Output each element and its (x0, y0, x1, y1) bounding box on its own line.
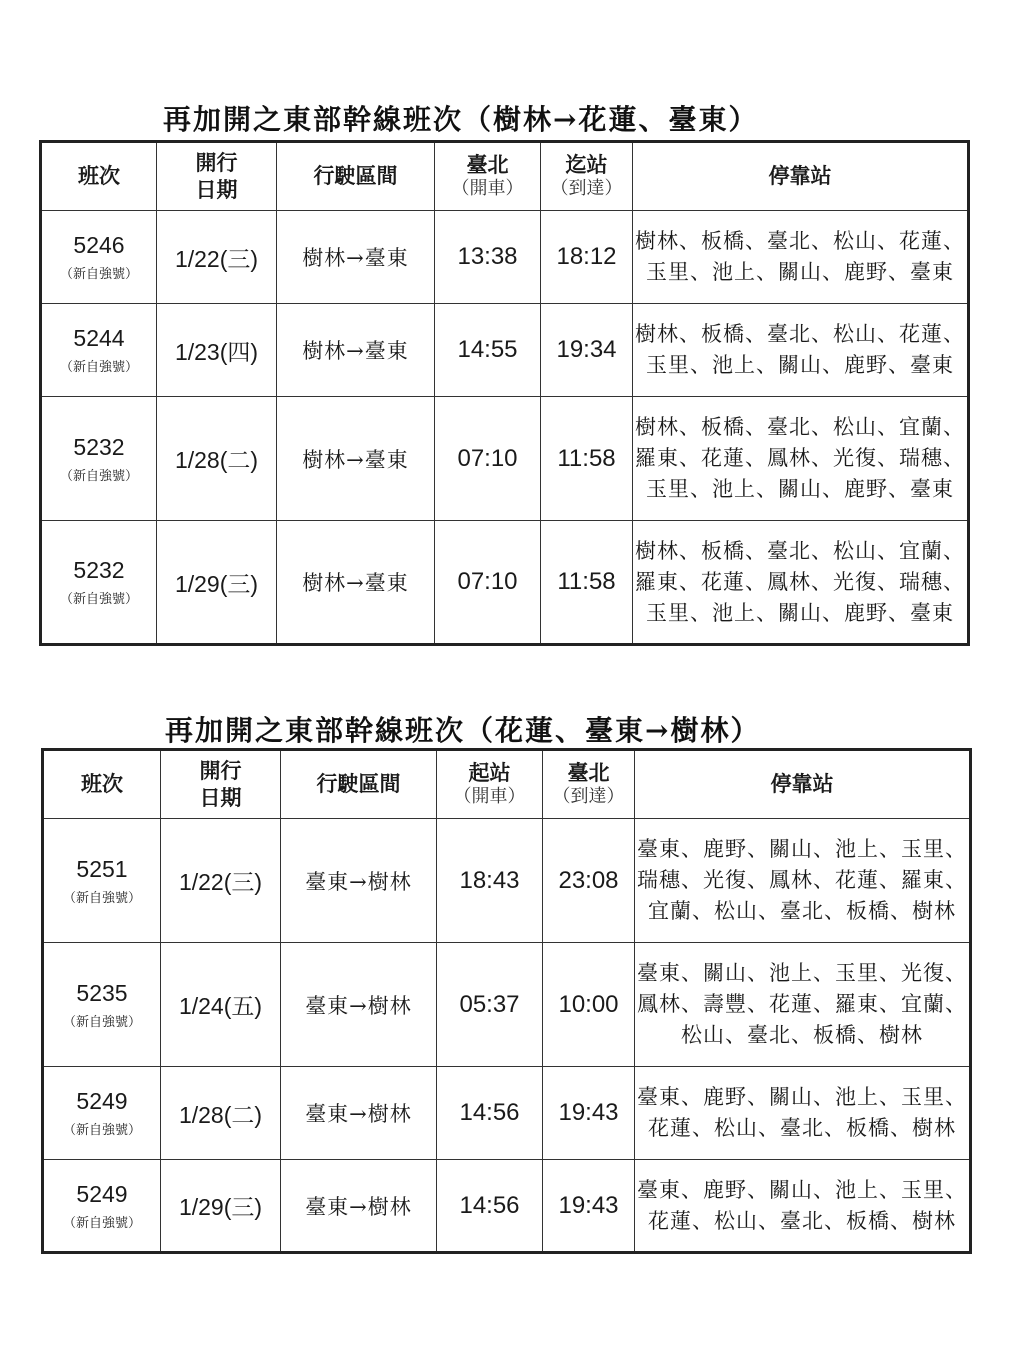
train-number: 5251 (76, 855, 128, 882)
table-row (43, 1160, 971, 1253)
stops-cell: 臺東、關山、池上、玉里、光復、鳳林、壽豐、花蓮、羅東、宜蘭、松山、臺北、板橋、樹林 (635, 943, 971, 1067)
date-cell: 1/23(四) (157, 304, 277, 397)
train-number: 5249 (76, 1088, 128, 1114)
section-title-westbound: 再加開之東部幹線班次（花蓮、臺東→樹林） (165, 714, 761, 747)
train-cell (41, 304, 157, 397)
header-date-line2: 日期 (195, 176, 238, 202)
route-cell: 樹林→臺東 (277, 211, 435, 304)
header-arrival-line1: 臺北 (567, 760, 610, 786)
train-type-note: （新自強號） (59, 592, 138, 607)
route-cell: 臺東→樹林 (281, 1160, 437, 1253)
header-arrival-line2: （到達） (552, 786, 625, 808)
arrival-time-cell: 23:08 (543, 819, 635, 943)
train-cell (43, 819, 161, 943)
route-cell: 樹林→臺東 (277, 304, 435, 397)
stops-cell: 樹林、板橋、臺北、松山、宜蘭、羅東、花蓮、鳳林、光復、瑞穗、玉里、池上、關山、鹿野、臺東 (633, 521, 969, 645)
header-route: 行駛區間 (277, 142, 435, 211)
date-cell: 1/28(二) (157, 397, 277, 521)
table-row (41, 211, 969, 304)
departure-time-cell: 14:56 (437, 1067, 543, 1160)
header-date-line1: 開行 (195, 150, 238, 176)
table-header-row (41, 142, 969, 211)
arrival-time-cell: 19:43 (543, 1160, 635, 1253)
train-number: 5235 (76, 979, 128, 1006)
header-arrival (541, 142, 633, 211)
train-cell (41, 211, 157, 304)
header-departure (435, 142, 541, 211)
header-arrival-line2: （到達） (550, 178, 623, 200)
header-date (157, 142, 277, 211)
route-cell: 樹林→臺東 (277, 521, 435, 645)
table-row (41, 397, 969, 521)
header-departure-line1: 起站 (468, 760, 511, 786)
train-type-note: （新自強號） (62, 890, 141, 906)
header-departure-line2: （開車） (453, 786, 526, 808)
date-cell: 1/29(三) (161, 1160, 281, 1253)
stops-cell: 樹林、板橋、臺北、松山、花蓮、玉里、池上、關山、鹿野、臺東 (633, 304, 969, 397)
header-date-line1: 開行 (199, 758, 242, 784)
stops-cell: 臺東、鹿野、關山、池上、玉里、花蓮、松山、臺北、板橋、樹林 (635, 1160, 971, 1253)
train-type-note: （新自強號） (62, 1123, 141, 1138)
schedule-table-westbound (41, 748, 972, 1254)
train-type-note: （新自強號） (59, 267, 138, 282)
train-type-note: （新自強號） (62, 1014, 141, 1030)
arrival-time-cell: 10:00 (543, 943, 635, 1067)
departure-time-cell: 13:38 (435, 211, 541, 304)
train-type-note: （新自強號） (59, 468, 138, 484)
stops-cell: 樹林、板橋、臺北、松山、宜蘭、羅東、花蓮、鳳林、光復、瑞穗、玉里、池上、關山、鹿野、臺東 (633, 397, 969, 521)
train-cell (43, 943, 161, 1067)
header-stops: 停靠站 (635, 750, 971, 819)
header-departure-line1: 臺北 (466, 152, 509, 178)
header-route: 行駛區間 (281, 750, 437, 819)
train-cell (43, 1067, 161, 1160)
train-number: 5246 (73, 232, 125, 258)
route-cell: 臺東→樹林 (281, 943, 437, 1067)
table-row (41, 304, 969, 397)
header-date-line2: 日期 (199, 784, 242, 810)
train-type-note: （新自強號） (59, 360, 138, 375)
departure-time-cell: 07:10 (435, 397, 541, 521)
train-number: 5249 (76, 1180, 128, 1207)
route-cell: 臺東→樹林 (281, 819, 437, 943)
train-number: 5232 (73, 433, 125, 460)
header-arrival-line1: 迄站 (565, 152, 608, 178)
table-row (43, 1067, 971, 1160)
date-cell: 1/28(二) (161, 1067, 281, 1160)
table-row (43, 943, 971, 1067)
train-cell (43, 1160, 161, 1253)
stops-cell: 臺東、鹿野、關山、池上、玉里、瑞穗、光復、鳳林、花蓮、羅東、宜蘭、松山、臺北、板橋、樹林 (635, 819, 971, 943)
route-cell: 臺東→樹林 (281, 1067, 437, 1160)
header-arrival (543, 750, 635, 819)
departure-time-cell: 05:37 (437, 943, 543, 1067)
arrival-time-cell: 18:12 (541, 211, 633, 304)
stops-cell: 臺東、鹿野、關山、池上、玉里、花蓮、松山、臺北、板橋、樹林 (635, 1067, 971, 1160)
departure-time-cell: 14:56 (437, 1160, 543, 1253)
header-stops: 停靠站 (633, 142, 969, 211)
departure-time-cell: 14:55 (435, 304, 541, 397)
header-train: 班次 (41, 142, 157, 211)
train-type-note: （新自強號） (62, 1215, 141, 1231)
train-number: 5232 (73, 557, 125, 583)
arrival-time-cell: 11:58 (541, 521, 633, 645)
departure-time-cell: 18:43 (437, 819, 543, 943)
section-title-eastbound: 再加開之東部幹線班次（樹林→花蓮、臺東） (163, 103, 759, 136)
schedule-table-eastbound (39, 140, 970, 646)
header-departure-line2: （開車） (451, 178, 524, 200)
train-cell (41, 397, 157, 521)
arrival-time-cell: 11:58 (541, 397, 633, 521)
header-date (161, 750, 281, 819)
date-cell: 1/22(三) (157, 211, 277, 304)
table-row (43, 819, 971, 943)
table-row (41, 521, 969, 645)
route-cell: 樹林→臺東 (277, 397, 435, 521)
stops-cell: 樹林、板橋、臺北、松山、花蓮、玉里、池上、關山、鹿野、臺東 (633, 211, 969, 304)
date-cell: 1/24(五) (161, 943, 281, 1067)
departure-time-cell: 07:10 (435, 521, 541, 645)
arrival-time-cell: 19:34 (541, 304, 633, 397)
train-cell (41, 521, 157, 645)
header-train: 班次 (43, 750, 161, 819)
train-number: 5244 (73, 325, 125, 351)
date-cell: 1/22(三) (161, 819, 281, 943)
arrival-time-cell: 19:43 (543, 1067, 635, 1160)
header-departure (437, 750, 543, 819)
date-cell: 1/29(三) (157, 521, 277, 645)
table-header-row (43, 750, 971, 819)
